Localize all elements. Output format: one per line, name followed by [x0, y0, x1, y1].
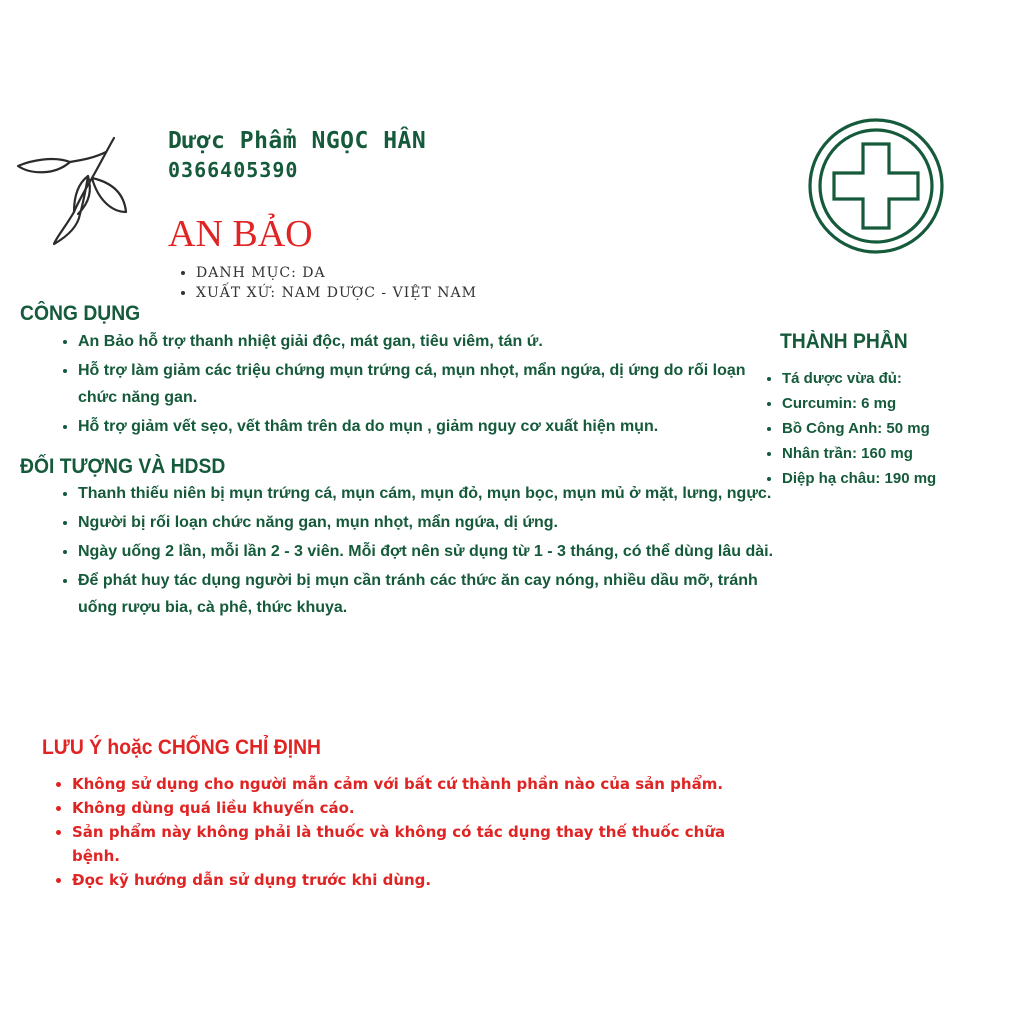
list-item: • Sản phẩm này không phải là thuốc và không có tác dụng thay thế thuốc chữa bệnh. — [72, 820, 772, 868]
target-section-title: ĐỐI TƯỢNG VÀ HDSD — [20, 455, 226, 478]
uses-list — [54, 328, 778, 440]
list-item: • Hỗ trợ giảm vết sẹo, vết thâm trên da do mụn , giảm nguy cơ xuất hiện mụn. — [78, 413, 778, 440]
list-item: • An Bảo hỗ trợ thanh nhiệt giải độc, mát gan, tiêu viêm, tán ứ. — [78, 328, 778, 355]
list-item: • Người bị rối loạn chức năng gan, mụn nhọt, mẩn ngứa, dị ứng. — [78, 509, 778, 536]
product-title: AN BẢO — [168, 213, 313, 255]
ingredients-list — [758, 366, 1024, 491]
uses-section-title: CÔNG DỤNG — [20, 302, 141, 325]
meta-list — [176, 263, 477, 303]
ingredients-section-title: THÀNH PHẦN — [780, 330, 908, 353]
list-item: • Để phát huy tác dụng người bị mụn cần tránh các thức ăn cay nóng, nhiều dầu mỡ, tránh uống rượu bia, cà phê, thức khuya. — [78, 567, 778, 621]
warnings-list — [48, 772, 772, 892]
target-list — [54, 480, 778, 621]
list-item: • Bồ Công Anh: 50 mg — [782, 416, 1024, 441]
list-item: • Thanh thiếu niên bị mụn trứng cá, mụn cám, mụn đỏ, mụn bọc, mụn mủ ở mặt, lưng, ngực. — [78, 480, 778, 507]
brand-phone: 0366405390 — [168, 158, 299, 182]
list-item: • Diệp hạ châu: 190 mg — [782, 466, 1024, 491]
list-item: • Curcumin: 6 mg — [782, 391, 1024, 416]
list-item: • Ngày uống 2 lần, mỗi lần 2 - 3 viên. Mỗi đợt nên sử dụng từ 1 - 3 tháng, có thể dùng lâu dài. — [78, 538, 778, 565]
brand-name: Dược Phẩm NGỌC HÂN — [168, 128, 427, 154]
medical-cross-icon — [807, 117, 945, 255]
warnings-section-title: LƯU Ý hoặc CHỐNG CHỈ ĐỊNH — [42, 736, 322, 759]
meta-category: • DANH MỤC: DA — [196, 263, 477, 283]
list-item: • Không dùng quá liều khuyến cáo. — [72, 796, 772, 820]
meta-origin: • XUẤT XỨ: NAM DƯỢC - VIỆT NAM — [196, 283, 477, 303]
list-item: • Không sử dụng cho người mẫn cảm với bất cứ thành phần nào của sản phẩm. — [72, 772, 772, 796]
list-item: • Nhân trần: 160 mg — [782, 441, 1024, 466]
leaf-branch-icon — [14, 130, 132, 248]
list-item: • Đọc kỹ hướng dẫn sử dụng trước khi dùng. — [72, 868, 772, 892]
list-item: • Hỗ trợ làm giảm các triệu chứng mụn trứng cá, mụn nhọt, mẩn ngứa, dị ứng do rối loạn chức năng gan. — [78, 357, 778, 411]
list-item: • Tá dược vừa đủ: — [782, 366, 1024, 391]
